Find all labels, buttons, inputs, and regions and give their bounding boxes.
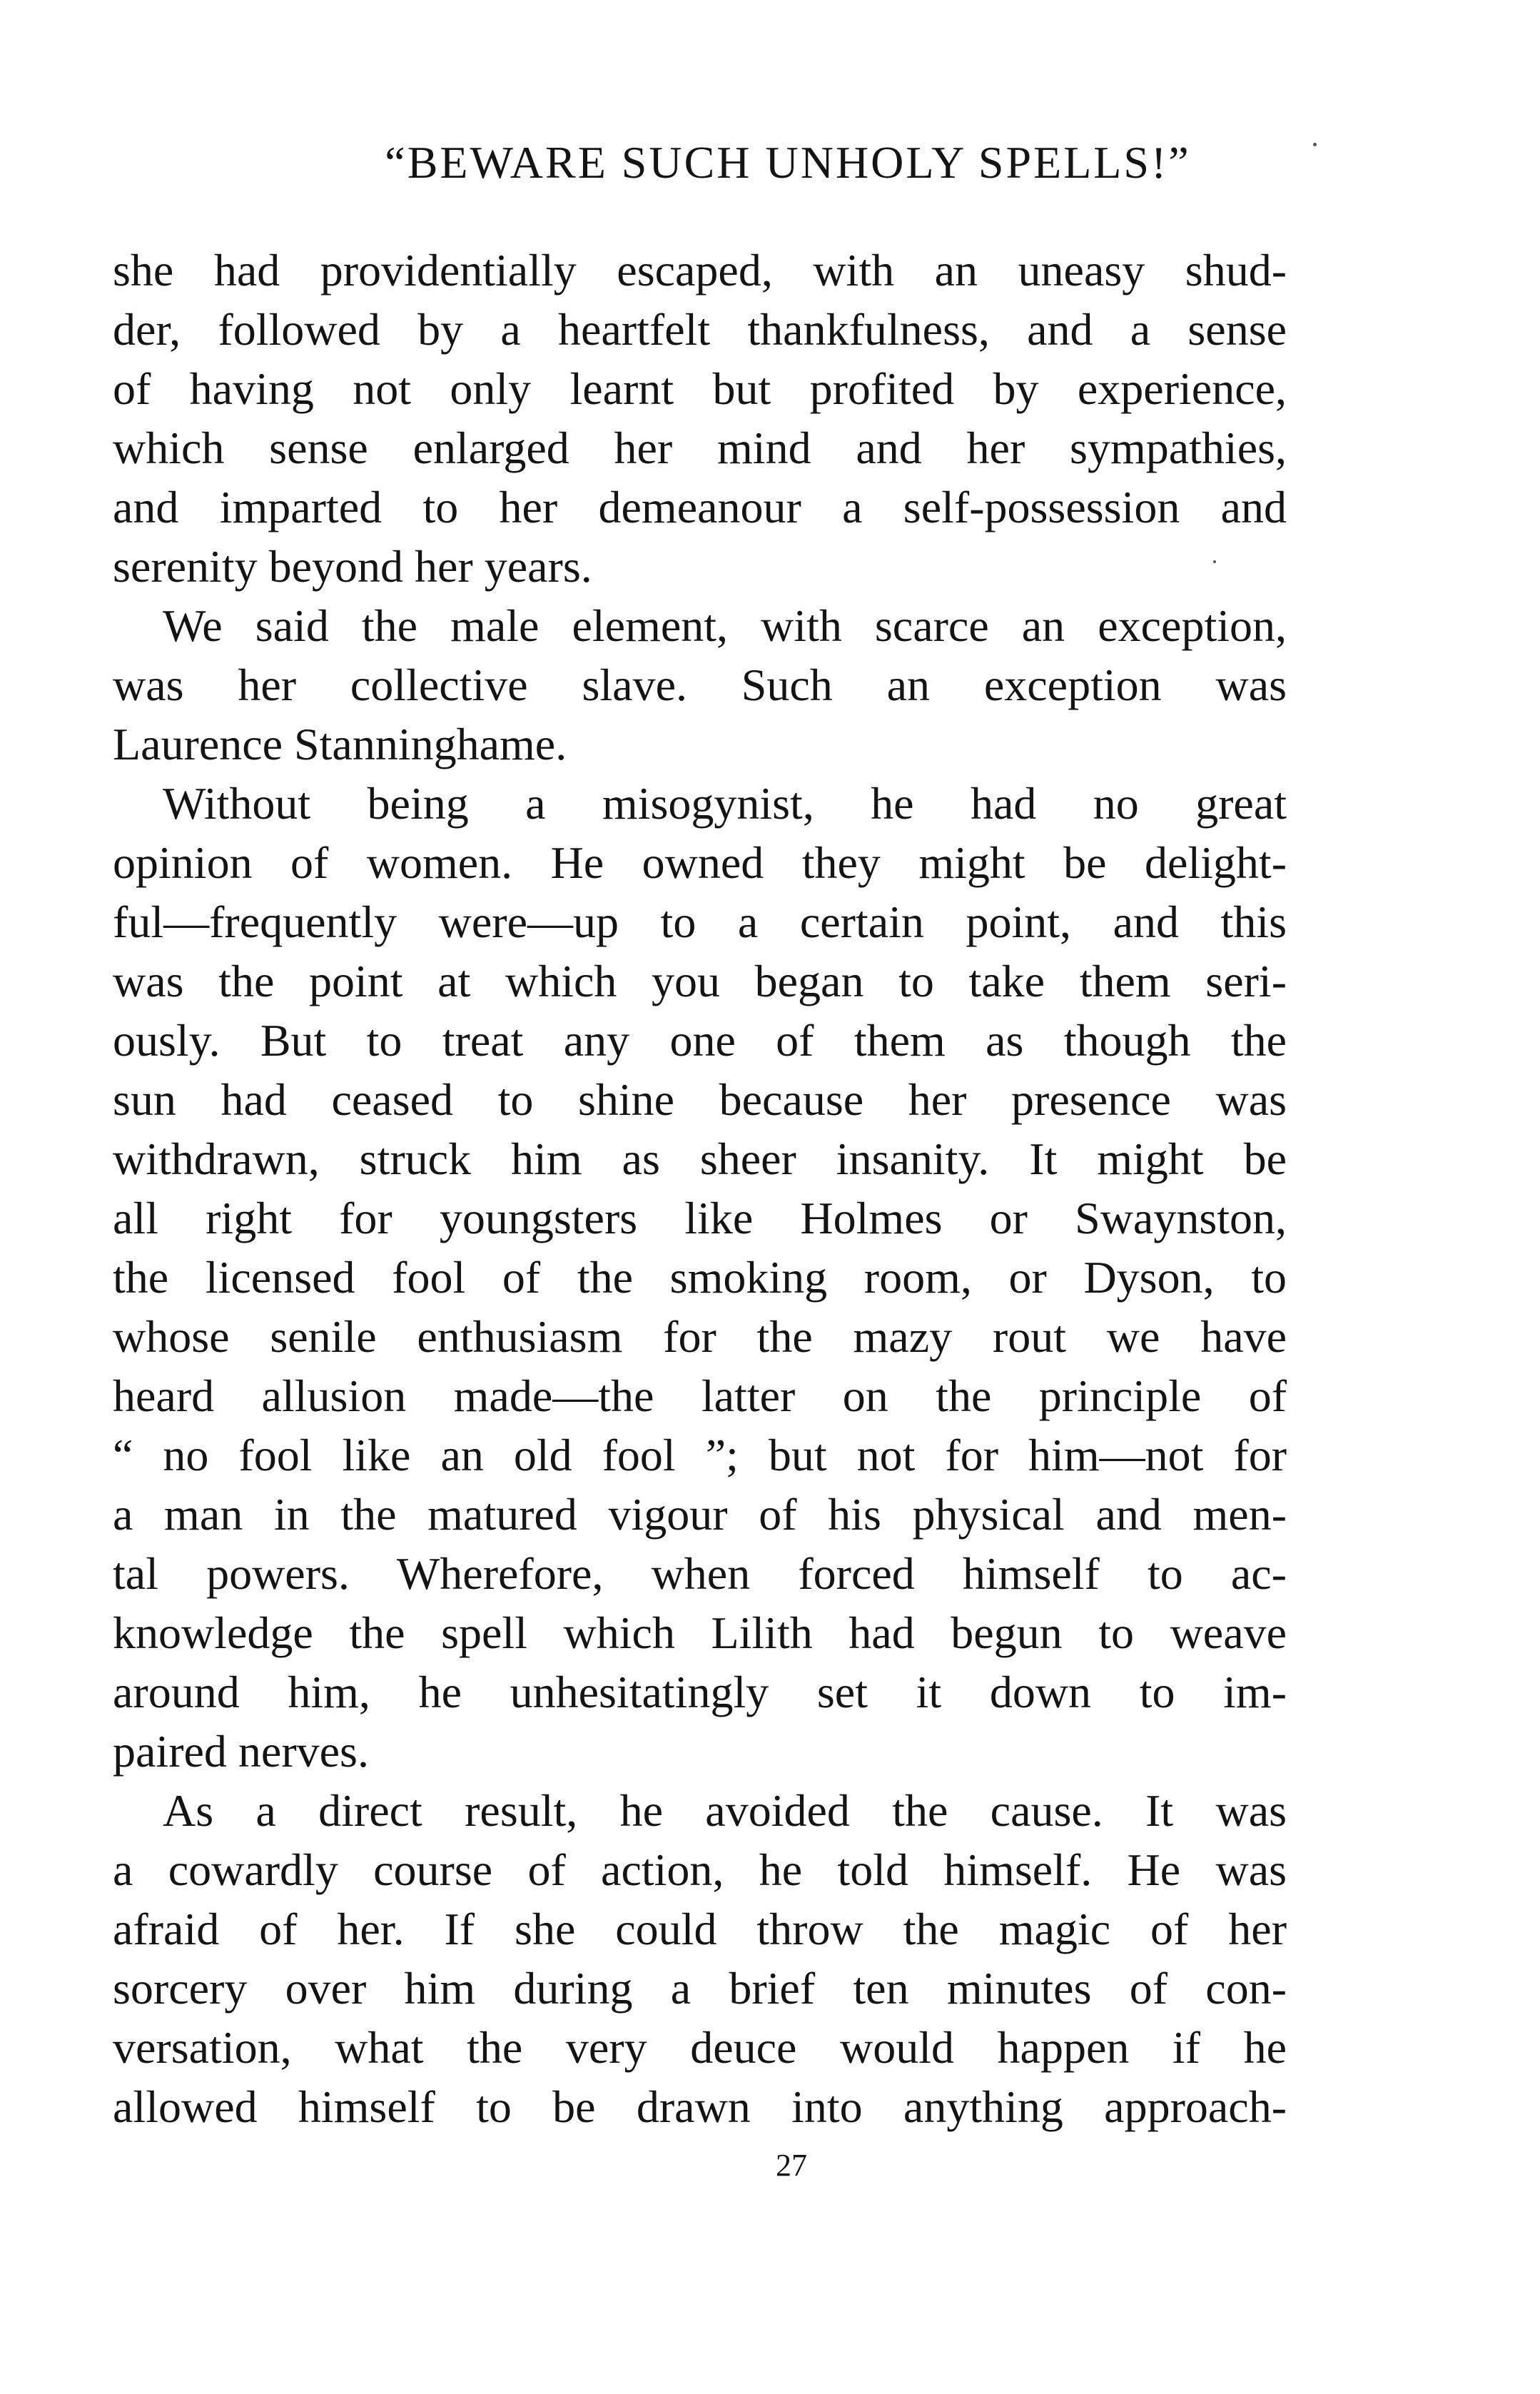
text-line: Laurence Stanninghame.: [113, 719, 567, 769]
text-line: Without being a misogynist, he had no great: [163, 778, 1287, 829]
text-line: versation, what the very deuce would happen if he: [113, 2022, 1287, 2073]
body-text: [113, 241, 1287, 2136]
print-speck: [1313, 143, 1317, 146]
text-line: We said the male element, with scarce an exception,: [163, 600, 1287, 651]
text-line: withdrawn, struck him as sheer insanity. It might be: [113, 1133, 1287, 1184]
text-line: and imparted to her demeanour a self-possession and: [113, 482, 1287, 532]
text-line: a cowardly course of action, he told himself. He was: [113, 1844, 1287, 1895]
text-line: around him, he unhesitatingly set it down to im-: [113, 1667, 1287, 1717]
text-line: der, followed by a heartfelt thankfulness, and a sense: [113, 304, 1287, 355]
paragraph: [113, 596, 1287, 774]
text-line: afraid of her. If she could throw the magic of her: [113, 1904, 1287, 1954]
paragraph: [113, 241, 1287, 596]
text-line: of having not only learnt but profited by experience,: [113, 363, 1287, 414]
text-line: paired nerves.: [113, 1726, 369, 1777]
text-line: which sense enlarged her mind and her sympathies,: [113, 423, 1287, 473]
text-line: was her collective slave. Such an exception was: [113, 660, 1287, 710]
paragraph: [113, 774, 1287, 1781]
text-line: heard allusion made—the latter on the principle of: [113, 1370, 1287, 1421]
text-line: knowledge the spell which Lilith had begun to weave: [113, 1607, 1287, 1658]
text-line: As a direct result, he avoided the cause. It was: [163, 1785, 1287, 1836]
text-line: all right for youngsters like Holmes or Swaynston,: [113, 1193, 1287, 1243]
text-line: sun had ceased to shine because her presence was: [113, 1074, 1287, 1125]
text-line: she had providentially escaped, with an uneasy shud-: [113, 245, 1287, 296]
text-line: allowed himself to be drawn into anything approach-: [113, 2081, 1287, 2132]
text-line: ously. But to treat any one of them as though the: [113, 1015, 1287, 1066]
text-line: opinion of women. He owned they might be delight-: [113, 837, 1287, 888]
text-line: “ no fool like an old fool ”; but not for him—not for: [113, 1430, 1287, 1480]
text-line: ful—frequently were—up to a certain point, and this: [113, 897, 1287, 947]
text-line: tal powers. Wherefore, when forced himself to ac-: [113, 1548, 1287, 1599]
text-line: sorcery over him during a brief ten minutes of con-: [113, 1963, 1287, 2014]
running-head: “BEWARE SUCH UNHOLY SPELLS!”: [385, 137, 1191, 188]
print-speck: [1213, 560, 1216, 563]
text-line: serenity beyond her years.: [113, 541, 592, 592]
text-line: whose senile enthusiasm for the mazy rout we have: [113, 1311, 1287, 1362]
page-number: 27: [776, 2148, 807, 2183]
paragraph: [113, 1781, 1287, 2136]
text-line: the licensed fool of the smoking room, or Dyson, to: [113, 1252, 1287, 1303]
text-line: a man in the matured vigour of his physical and men-: [113, 1489, 1287, 1540]
text-line: was the point at which you began to take them seri-: [113, 956, 1287, 1006]
